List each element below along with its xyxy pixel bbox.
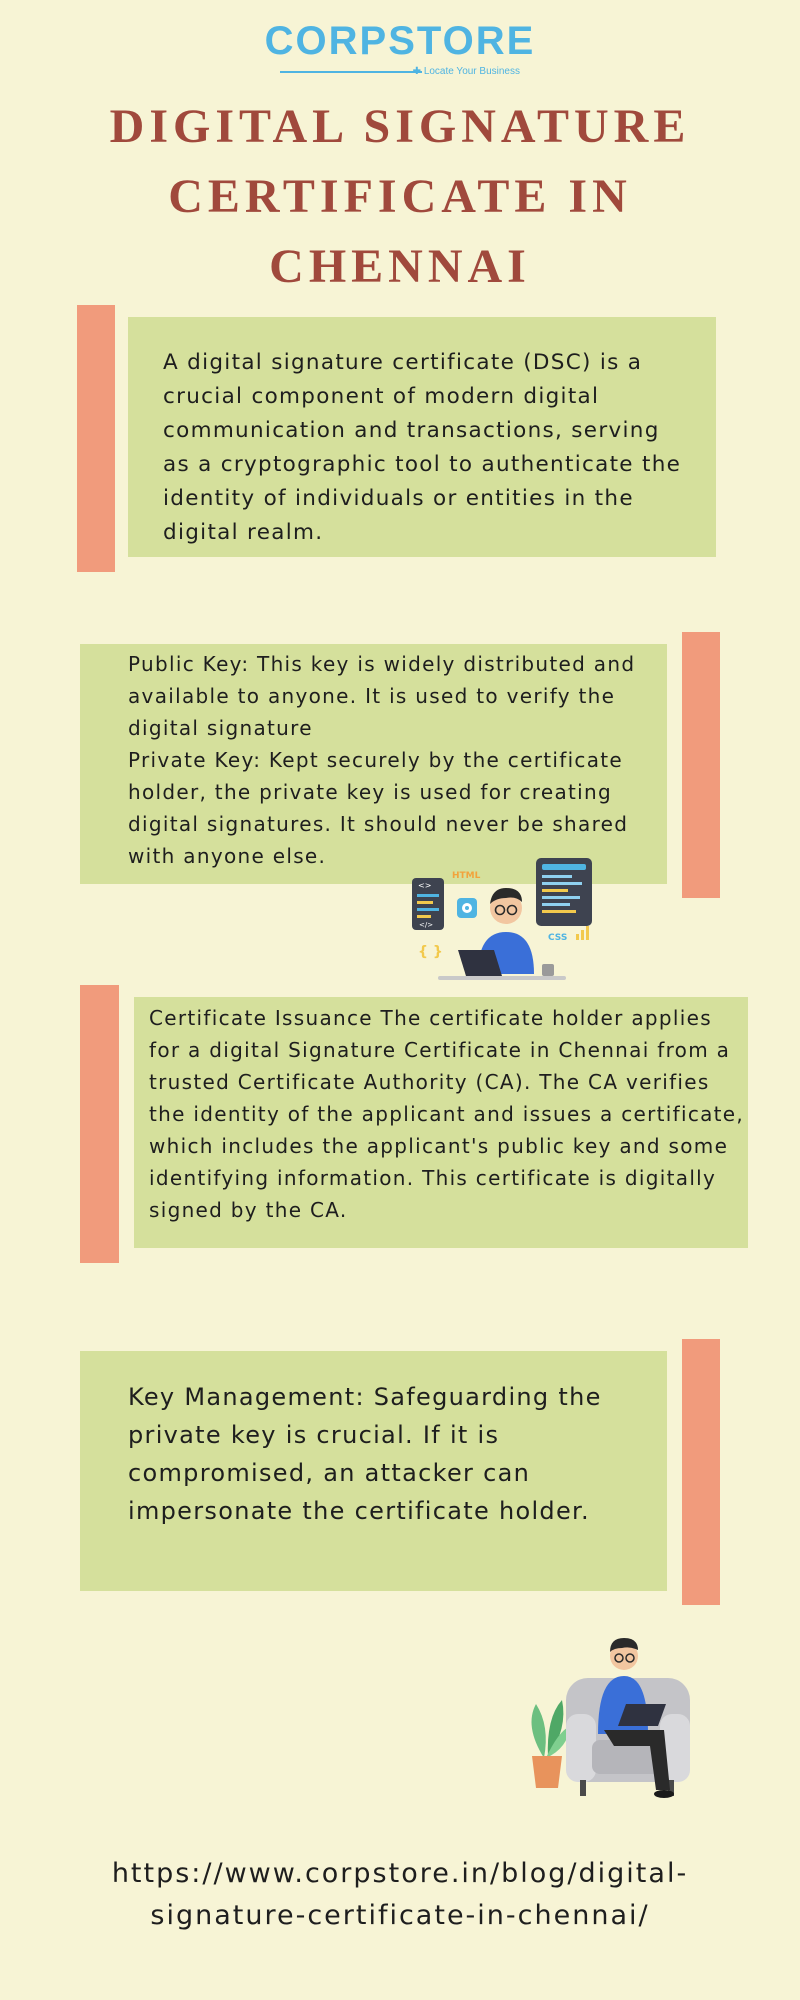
desk: [438, 976, 566, 980]
logo-tagline: ✚ Locate Your Business: [412, 66, 520, 77]
person-in-armchair-illustration: [518, 1622, 694, 1804]
accent-bar-left: [80, 985, 119, 1263]
developer-illustration: [408, 856, 594, 988]
corpstore-logo: [0, 18, 800, 80]
logo-underline: [280, 71, 422, 73]
plant-pot: [532, 1756, 562, 1788]
key-management-text: Key Management: Safeguarding the private key is crucial. If it is compromised, an attacker can impersonate the certificate holder.: [128, 1383, 602, 1525]
public-key-text: Public Key: This key is widely distributed and available to anyone. It is used to verify the digital signature: [128, 652, 636, 740]
intro-text: A digital signature certificate (DSC) is a crucial component of modern digital communication and transactions, serving as a cryptographic tool to authenticate the identity of individuals or entities in the digital realm.: [163, 350, 682, 545]
css-label: CSS: [548, 933, 568, 943]
code-tag-label: </>: [419, 921, 434, 929]
code-brackets-label: <>: [418, 881, 432, 890]
accent-bar-left: [77, 305, 115, 572]
footer-url: [60, 1853, 740, 1937]
private-key-text: Private Key: Kept securely by the certificate holder, the private key is used for creating digital signatures. It should never be shared with anyone else.: [128, 748, 629, 868]
title-line-3: CHENNAI: [269, 240, 531, 293]
braces-label: { }: [418, 944, 443, 960]
page-title: [60, 92, 740, 302]
accent-bar-right: [682, 632, 720, 898]
url-line-1: https://www.corpstore.in/blog/digital-: [111, 1858, 689, 1889]
html-label: HTML: [452, 871, 481, 881]
laptop-icon: [618, 1704, 666, 1726]
accent-bar-right: [682, 1339, 720, 1605]
title-line-1: DIGITAL SIGNATURE: [109, 100, 691, 153]
logo-tag-row: [280, 64, 520, 80]
keys-text: [128, 648, 663, 872]
logo-brand: CORPSTORE: [264, 19, 536, 63]
plant-leaf: [532, 1704, 546, 1758]
url-line-2: signature-certificate-in-chennai/: [150, 1900, 650, 1931]
title-line-2: CERTIFICATE IN: [168, 170, 632, 223]
issuance-text: Certificate Issuance The certificate holder applies for a digital Signature Certificate in Chennai from a trusted Certificate Authority (CA). The CA verifies the identity of the applicant and issues a certificate, which includes the applicant's public key and some identifying information. This certificate is digitally signed by the CA.: [149, 1006, 745, 1222]
